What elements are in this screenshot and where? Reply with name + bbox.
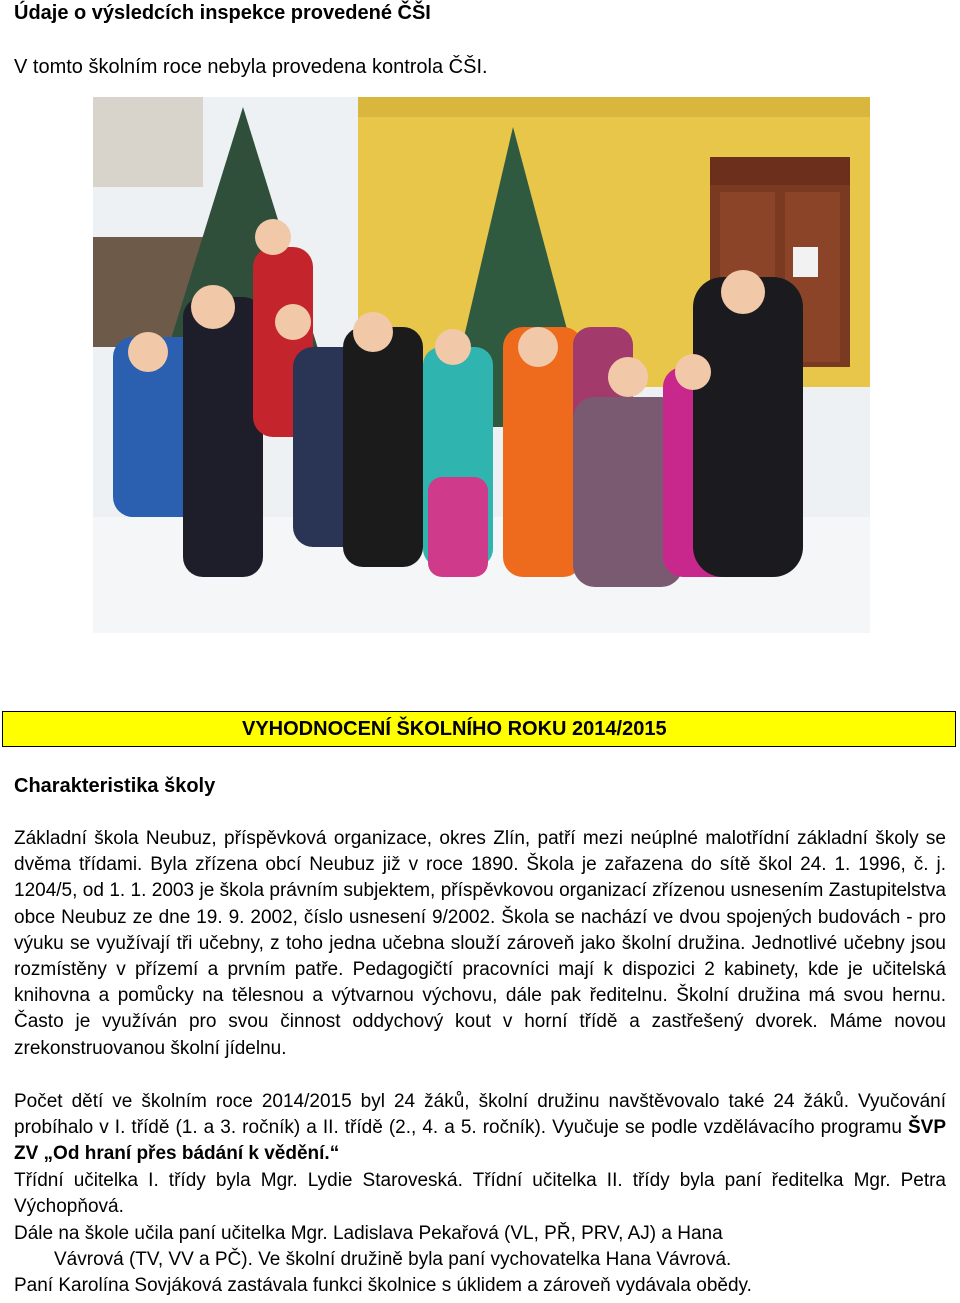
pupils-paragraph	[14, 1089, 946, 1168]
pupils-text: Počet dětí ve školním roce 2014/2015 byl 24 žáků, školní družinu navštěvovalo také 24 žáků. Vyučování probíhalo v I. třídě (1. a 3. ročník) a II. třídě (2., 4. a 5. ročník). Vyučuje se podle vzdělávacího programu	[14, 1091, 946, 1139]
school-description: Základní škola Neubuz, příspěvková organizace, okres Zlín, patří mezi neúplné malotřídní základní školy se dvěma třídami. Byla zřízena obcí Neubuz již v roce 1890. Škola je zařazena do sítě škol 24. 1. 1996, č. j. 1204/5, od 1. 1. 2003 je škola právním subjektem, příspěvkovou organizací zřízenou usnesením Zastupitelstva obce Neubuz ze dne 19. 9. 2002, číslo usnesení 9/2002. Škola se nachází ve dvou spojených budovách - pro výuku se využívají tři učebny, z toho jedna učebna slouží zároveň jako školní družina. Jednotlivé učebny jsou rozmístěny v přízemí a prvním patře. Pedagogičtí pracovníci mají k dispozici 2 kabinety, kde je učitelská knihovna a pomůcky na tělesnou a výtvarnou výchovu, dále pak ředitelnu. Školní družina má svou hernu. Často je využíván pro svou činnost oddychový kout v horní třídě a zastřešený dvorek. Máme novou zrekonstruovanou školní jídelnu.	[14, 828, 946, 1059]
page-title: Údaje o výsledcích inspekce provedené ČŠI	[14, 2, 431, 24]
banner-title: VYHODNOCENÍ ŠKOLNÍHO ROKU 2014/2015	[242, 718, 667, 740]
group-photo-icon	[93, 97, 870, 633]
teachers-paragraph: Třídní učitelka I. třídy byla Mgr. Lydie Staroveská. Třídní učitelka II. třídy byla paní ředitelka Mgr. Petra Výchopňová.	[14, 1170, 946, 1218]
group-photo	[93, 97, 870, 633]
staff-line-2: Vávrová (TV, VV a PČ). Ve školní družině byla paní vychovatelka Hana Vávrová.	[54, 1249, 732, 1271]
staff-paragraph	[14, 1221, 946, 1273]
staff-line-1: Dále na škole učila paní učitelka Mgr. Ladislava Pekařová (VL, PŘ, PRV, AJ) a Hana	[14, 1223, 723, 1244]
section-title: Charakteristika školy	[14, 775, 216, 797]
caretaker-paragraph: Paní Karolína Sovjáková zastávala funkci školnice s úklidem a zároveň vydávala obědy.	[14, 1275, 752, 1296]
inspection-note: V tomto školním roce nebyla provedena kontrola ČŠI.	[14, 56, 488, 78]
program-name: ŠVP ZV „Od hraní přes bádání k vědění.“	[14, 1117, 946, 1165]
